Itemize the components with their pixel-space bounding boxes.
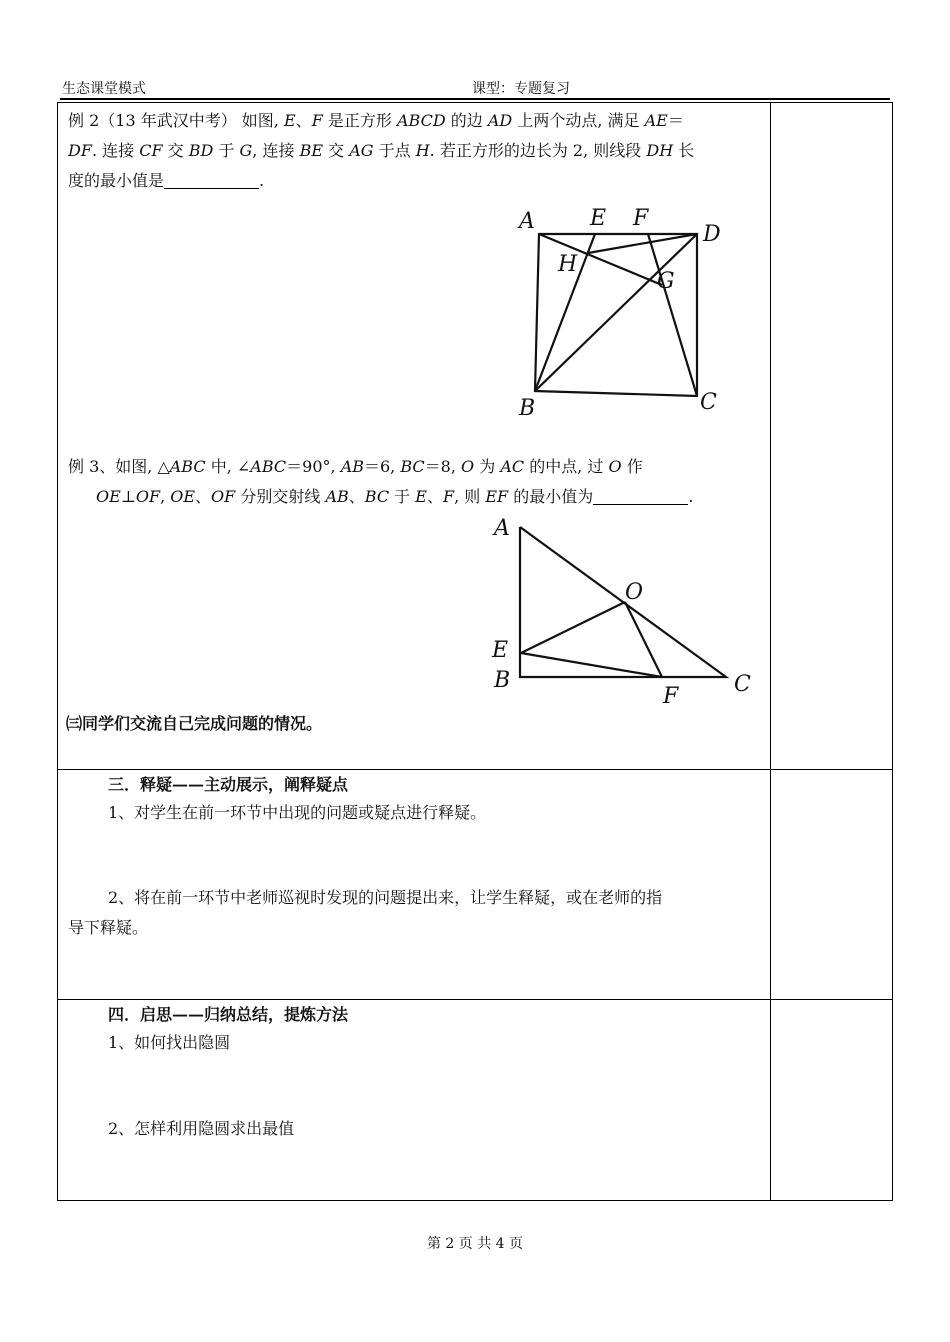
section4-item1: 1、如何找出隐圆 (108, 1033, 231, 1052)
label-d: D (703, 222, 721, 247)
label-a-2: A (494, 516, 510, 541)
square-figure (513, 201, 758, 426)
answer-blank (164, 170, 259, 189)
page-header (60, 78, 890, 100)
header-lesson-type: 课型：专题复习 (472, 81, 570, 97)
section4-item2: 2、怎样利用隐圆求出最值 (108, 1119, 295, 1138)
example3-line1: 例 3、如图, △ABC 中, ∠ABC＝90°, AB＝6, BC＝8, O 为 AC 的中点, 过 O 作 (68, 457, 643, 476)
label-a: A (519, 209, 535, 234)
section-exchange: ㈢同学们交流自己完成问题的情况。 (66, 714, 323, 733)
segment-eo (521, 602, 625, 653)
section3-item2-line2: 导下释疑。 (68, 918, 149, 937)
section3-title: 三．释疑——主动展示，阐释疑点 (108, 775, 349, 794)
answer-blank-2 (593, 486, 688, 505)
label-c: C (700, 390, 717, 415)
label-g: G (657, 269, 675, 294)
example3-line2: OE⊥OF, OE、OF 分别交射线 AB、BC 于 E、F, 则 EF 的最小值为 . (96, 487, 694, 506)
label-f: F (633, 206, 649, 231)
header-mode: 生态课堂模式 (62, 81, 146, 97)
label-c-2: C (734, 672, 751, 697)
column-divider (770, 103, 771, 1200)
section3-item1: 1、对学生在前一环节中出现的问题或疑点进行释疑。 (108, 803, 487, 822)
label-f-2: F (663, 684, 679, 708)
segment-of (625, 602, 662, 677)
triangle-figure (488, 513, 758, 708)
label-b-2: B (494, 668, 511, 693)
lesson-table (57, 102, 893, 1201)
label-e-2: E (492, 638, 509, 663)
example2-line3: 度的最小值是 . (68, 171, 265, 190)
label-e: E (590, 206, 607, 231)
page-footer: 第 2 页 共 4 页 (426, 1236, 524, 1252)
segment-ef (521, 653, 662, 677)
section3-item2-line1: 2、将在前一环节中老师巡视时发现的问题提出来，让学生释疑，或在老师的指 (108, 888, 663, 907)
label-o: O (625, 580, 644, 605)
example2-line2: DF. 连接 CF 交 BD 于 G, 连接 BE 交 AG 于点 H. 若正方形的边长为 2, 则线段 DH 长 (68, 141, 695, 160)
example2-line1: 例 2（13 年武汉中考） 如图, E、F 是正方形 ABCD 的边 AD 上两个动点, 满足 AE＝ (68, 111, 684, 130)
label-b: B (519, 396, 536, 421)
section4-title: 四．启思——归纳总结，提炼方法 (108, 1005, 349, 1024)
label-h: H (558, 252, 578, 277)
